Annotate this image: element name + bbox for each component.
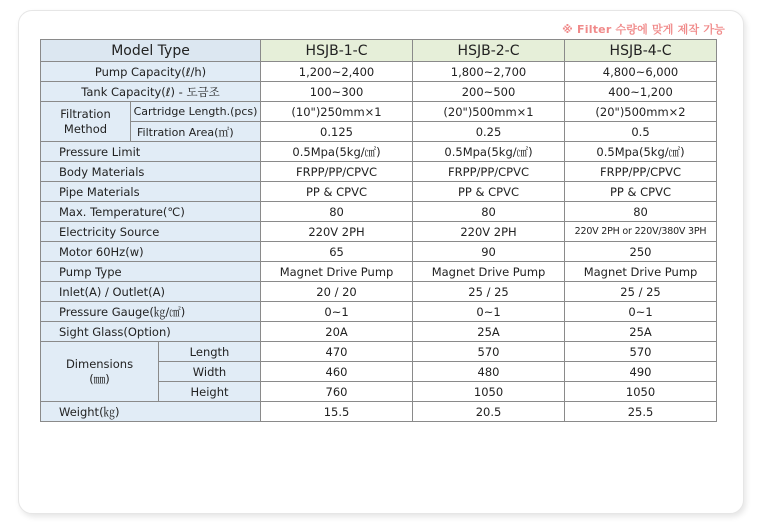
cell-value: 220V 2PH xyxy=(413,222,565,242)
cell-value: 20A xyxy=(261,322,413,342)
row-label: Max. Temperature(℃) xyxy=(41,202,261,222)
cell-value: 4,800~6,000 xyxy=(565,62,717,82)
filtration-method-label xyxy=(41,102,131,142)
table-row xyxy=(41,262,717,282)
cell-value: 480 xyxy=(413,362,565,382)
cell-value: 90 xyxy=(413,242,565,262)
cell-value: 1050 xyxy=(413,382,565,402)
cell-value: PP & CPVC xyxy=(565,182,717,202)
cell-value: (20")500mm×2 xyxy=(565,102,717,122)
cell-value: 0.5 xyxy=(565,122,717,142)
cell-value: 25.5 xyxy=(565,402,717,422)
cell-value: 25 / 25 xyxy=(413,282,565,302)
table-row xyxy=(41,282,717,302)
cell-value: 220V 2PH or 220V/380V 3PH xyxy=(565,222,717,242)
cell-value: Magnet Drive Pump xyxy=(565,262,717,282)
cell-value: 1,200~2,400 xyxy=(261,62,413,82)
product-header: HSJB-2-C xyxy=(413,40,565,62)
cell-value: 0.25 xyxy=(413,122,565,142)
row-label: Cartridge Length.(pcs) xyxy=(131,102,261,122)
cell-value: 20.5 xyxy=(413,402,565,422)
table-row xyxy=(41,222,717,242)
table-row xyxy=(41,62,717,82)
cell-value: 0~1 xyxy=(565,302,717,322)
cell-value: 25A xyxy=(565,322,717,342)
row-label: Motor 60Hz(w) xyxy=(41,242,261,262)
cell-value: 80 xyxy=(261,202,413,222)
cell-value: 0.5Mpa(5kg/㎠) xyxy=(413,142,565,162)
cell-value: 0.5Mpa(5kg/㎠) xyxy=(261,142,413,162)
cell-value: FRPP/PP/CPVC xyxy=(565,162,717,182)
dimensions-label xyxy=(41,342,159,402)
row-label: Weight(㎏) xyxy=(41,402,261,422)
cell-value: 20 / 20 xyxy=(261,282,413,302)
cell-value: 400~1,200 xyxy=(565,82,717,102)
cell-value: 25A xyxy=(413,322,565,342)
filtration-label-line2: Method xyxy=(63,121,108,136)
row-label: Width xyxy=(159,362,261,382)
header-row xyxy=(41,40,717,62)
cell-value: 220V 2PH xyxy=(261,222,413,242)
cell-value: 0~1 xyxy=(261,302,413,322)
row-label: Length xyxy=(159,342,261,362)
cell-value: 470 xyxy=(261,342,413,362)
cell-value: FRPP/PP/CPVC xyxy=(261,162,413,182)
cell-value: PP & CPVC xyxy=(413,182,565,202)
row-label: Sight Glass(Option) xyxy=(41,322,261,342)
cell-value: 0~1 xyxy=(413,302,565,322)
table-row xyxy=(41,402,717,422)
row-label: Pressure Gauge(㎏/㎠) xyxy=(41,302,261,322)
row-label: Filtration Area(㎡) xyxy=(131,122,261,142)
cell-value: 1,800~2,700 xyxy=(413,62,565,82)
model-type-header: Model Type xyxy=(41,40,261,62)
row-label: Height xyxy=(159,382,261,402)
table-row xyxy=(41,162,717,182)
table-row xyxy=(41,242,717,262)
dimensions-label-line2: (㎜) xyxy=(89,371,110,386)
cell-value: (10")250mm×1 xyxy=(261,102,413,122)
row-label: Pipe Materials xyxy=(41,182,261,202)
table-row xyxy=(41,122,717,142)
cell-value: 250 xyxy=(565,242,717,262)
custom-note: ※ Filter 수량에 맞게 제작 가능 xyxy=(562,23,725,36)
cell-value: 570 xyxy=(413,342,565,362)
cell-value: 0.125 xyxy=(261,122,413,142)
table-row xyxy=(41,302,717,322)
table-row xyxy=(41,102,717,122)
cell-value: Magnet Drive Pump xyxy=(261,262,413,282)
cell-value: 760 xyxy=(261,382,413,402)
table-row xyxy=(41,342,717,362)
cell-value: PP & CPVC xyxy=(261,182,413,202)
spec-table xyxy=(40,39,717,422)
cell-value: 100~300 xyxy=(261,82,413,102)
cell-value: 460 xyxy=(261,362,413,382)
row-label: Pressure Limit xyxy=(41,142,261,162)
row-label: Tank Capacity(ℓ) - 도금조 xyxy=(41,82,261,102)
table-row xyxy=(41,202,717,222)
cell-value: (20")500mm×1 xyxy=(413,102,565,122)
cell-value: 1050 xyxy=(565,382,717,402)
product-header: HSJB-1-C xyxy=(261,40,413,62)
table-row xyxy=(41,142,717,162)
cell-value: 570 xyxy=(565,342,717,362)
table-row xyxy=(41,182,717,202)
table-row xyxy=(41,322,717,342)
filtration-label-line1: Filtration xyxy=(60,106,111,121)
cell-value: Magnet Drive Pump xyxy=(413,262,565,282)
cell-value: 80 xyxy=(565,202,717,222)
row-label: Pump Capacity(ℓ/h) xyxy=(41,62,261,82)
cell-value: FRPP/PP/CPVC xyxy=(413,162,565,182)
row-label: Pump Type xyxy=(41,262,261,282)
dimensions-label-line1: Dimensions xyxy=(65,356,134,371)
cell-value: 0.5Mpa(5kg/㎠) xyxy=(565,142,717,162)
cell-value: 490 xyxy=(565,362,717,382)
row-label: Body Materials xyxy=(41,162,261,182)
cell-value: 25 / 25 xyxy=(565,282,717,302)
cell-value: 15.5 xyxy=(261,402,413,422)
cell-value: 200~500 xyxy=(413,82,565,102)
cell-value: 80 xyxy=(413,202,565,222)
product-header: HSJB-4-C xyxy=(565,40,717,62)
cell-value: 65 xyxy=(261,242,413,262)
table-row xyxy=(41,82,717,102)
row-label: Electricity Source xyxy=(41,222,261,242)
row-label: Inlet(A) / Outlet(A) xyxy=(41,282,261,302)
